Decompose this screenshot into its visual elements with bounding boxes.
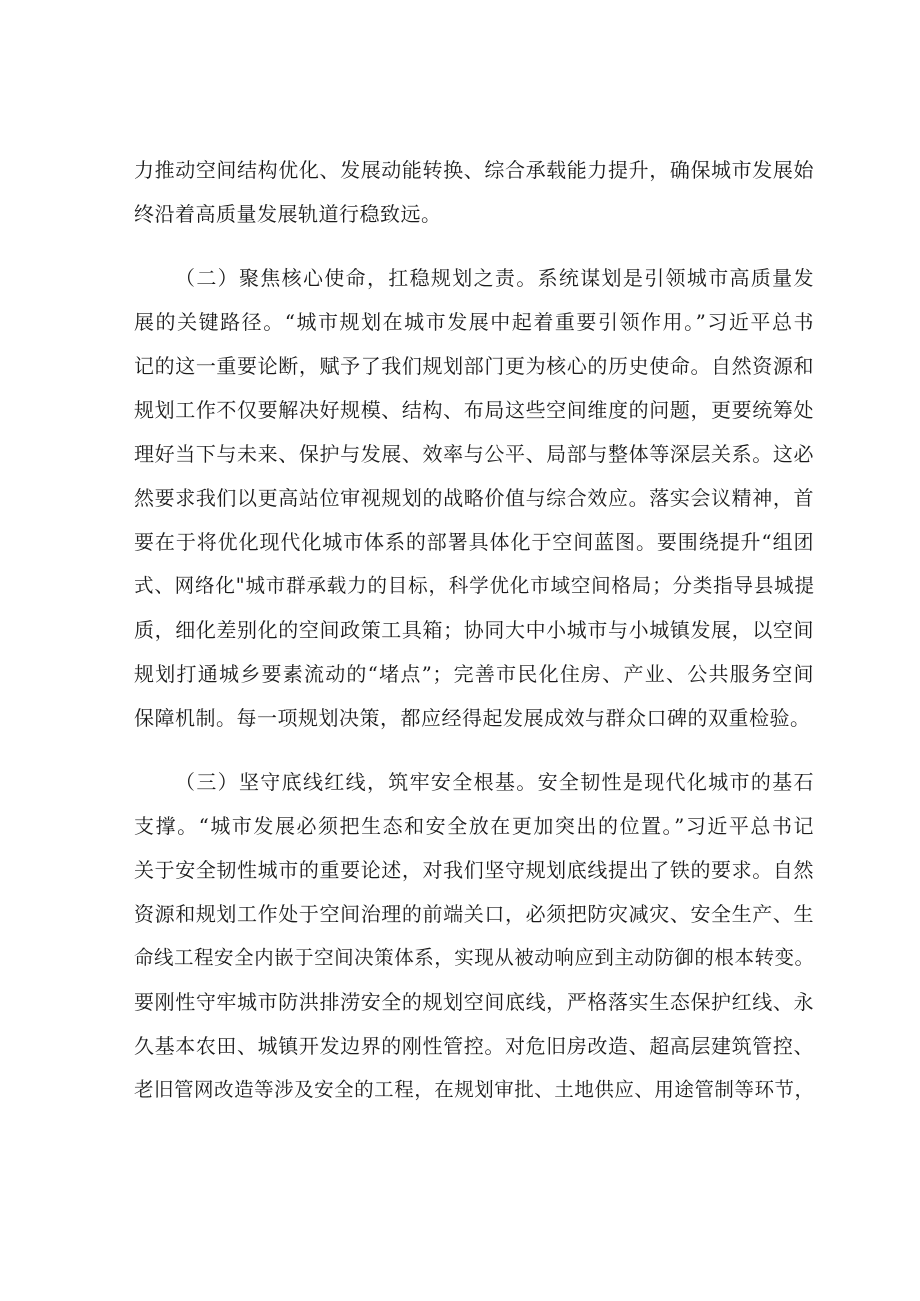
paragraph-3-line-6: 要刚性守牢城市防洪排涝安全的规划空间底线，严格落实生态保护红线、永: [134, 990, 814, 1014]
paragraph-2-line-3: 记的这一重要论断，赋予了我们规划部门更为核心的历史使命。自然资源和: [134, 354, 814, 378]
paragraph-3-line-5: 命线工程安全内嵌于空间决策体系，实现从被动响应到主动防御的根本转变。: [134, 946, 814, 969]
paragraph-3-line-2: 支撑。“城市发展必须把生态和安全放在更加突出的位置。”习近平总书记: [134, 814, 814, 838]
paragraph-3-line-3: 关于安全韧性城市的重要论述，对我们坚守规划底线提出了铁的要求。自然: [134, 858, 814, 882]
paragraph-2-line-4: 规划工作不仅要解决好规模、结构、布局这些空间维度的问题，更要统筹处: [134, 398, 814, 422]
paragraph-2-line-5: 理好当下与未来、保护与发展、效率与公平、局部与整体等深层关系。这必: [134, 442, 814, 466]
paragraph-2-line-7: 要在于将优化现代化城市体系的部署具体化于空间蓝图。要围绕提升“组团: [134, 530, 814, 554]
paragraph-2-line-9: 质，细化差别化的空间政策工具箱；协同大中小城市与小城镇发展，以空间: [134, 618, 814, 642]
paragraph-1-line-1: 力推动空间结构优化、发展动能转换、综合承载能力提升，确保城市发展始: [134, 158, 814, 182]
paragraph-2-line-11: 保障机制。每一项规划决策，都应经得起发展成效与群众口碑的双重检验。: [134, 706, 811, 730]
paragraph-2-line-6: 然要求我们以更高站位审视规划的战略价值与综合效应。落实会议精神，首: [134, 486, 814, 510]
paragraph-3-line-4: 资源和规划工作处于空间治理的前端关口，必须把防灾减灾、安全生产、生: [134, 902, 814, 926]
paragraph-2-heading-line: （二）聚焦核心使命，扛稳规划之责。系统谋划是引领城市高质量发: [175, 266, 814, 290]
paragraph-2-line-10: 规划打通城乡要素流动的“堵点”；完善市民化住房、产业、公共服务空间: [134, 662, 814, 686]
paragraph-2-line-8: 式、网络化"城市群承载力的目标，科学优化市域空间格局；分类指导县城提: [134, 574, 814, 597]
paragraph-3-line-8: 老旧管网改造等涉及安全的工程，在规划审批、土地供应、用途管制等环节，: [134, 1078, 814, 1101]
paragraph-1-line-2: 终沿着高质量发展轨道行稳致远。: [134, 202, 442, 226]
paragraph-2-line-2: 展的关键路径。“城市规划在城市发展中起着重要引领作用。”习近平总书: [134, 310, 814, 334]
paragraph-3-heading-line: （三）坚守底线红线，筑牢安全根基。安全韧性是现代化城市的基石: [175, 770, 814, 794]
paragraph-3-line-7: 久基本农田、城镇开发边界的刚性管控。对危旧房改造、超高层建筑管控、: [134, 1034, 814, 1058]
